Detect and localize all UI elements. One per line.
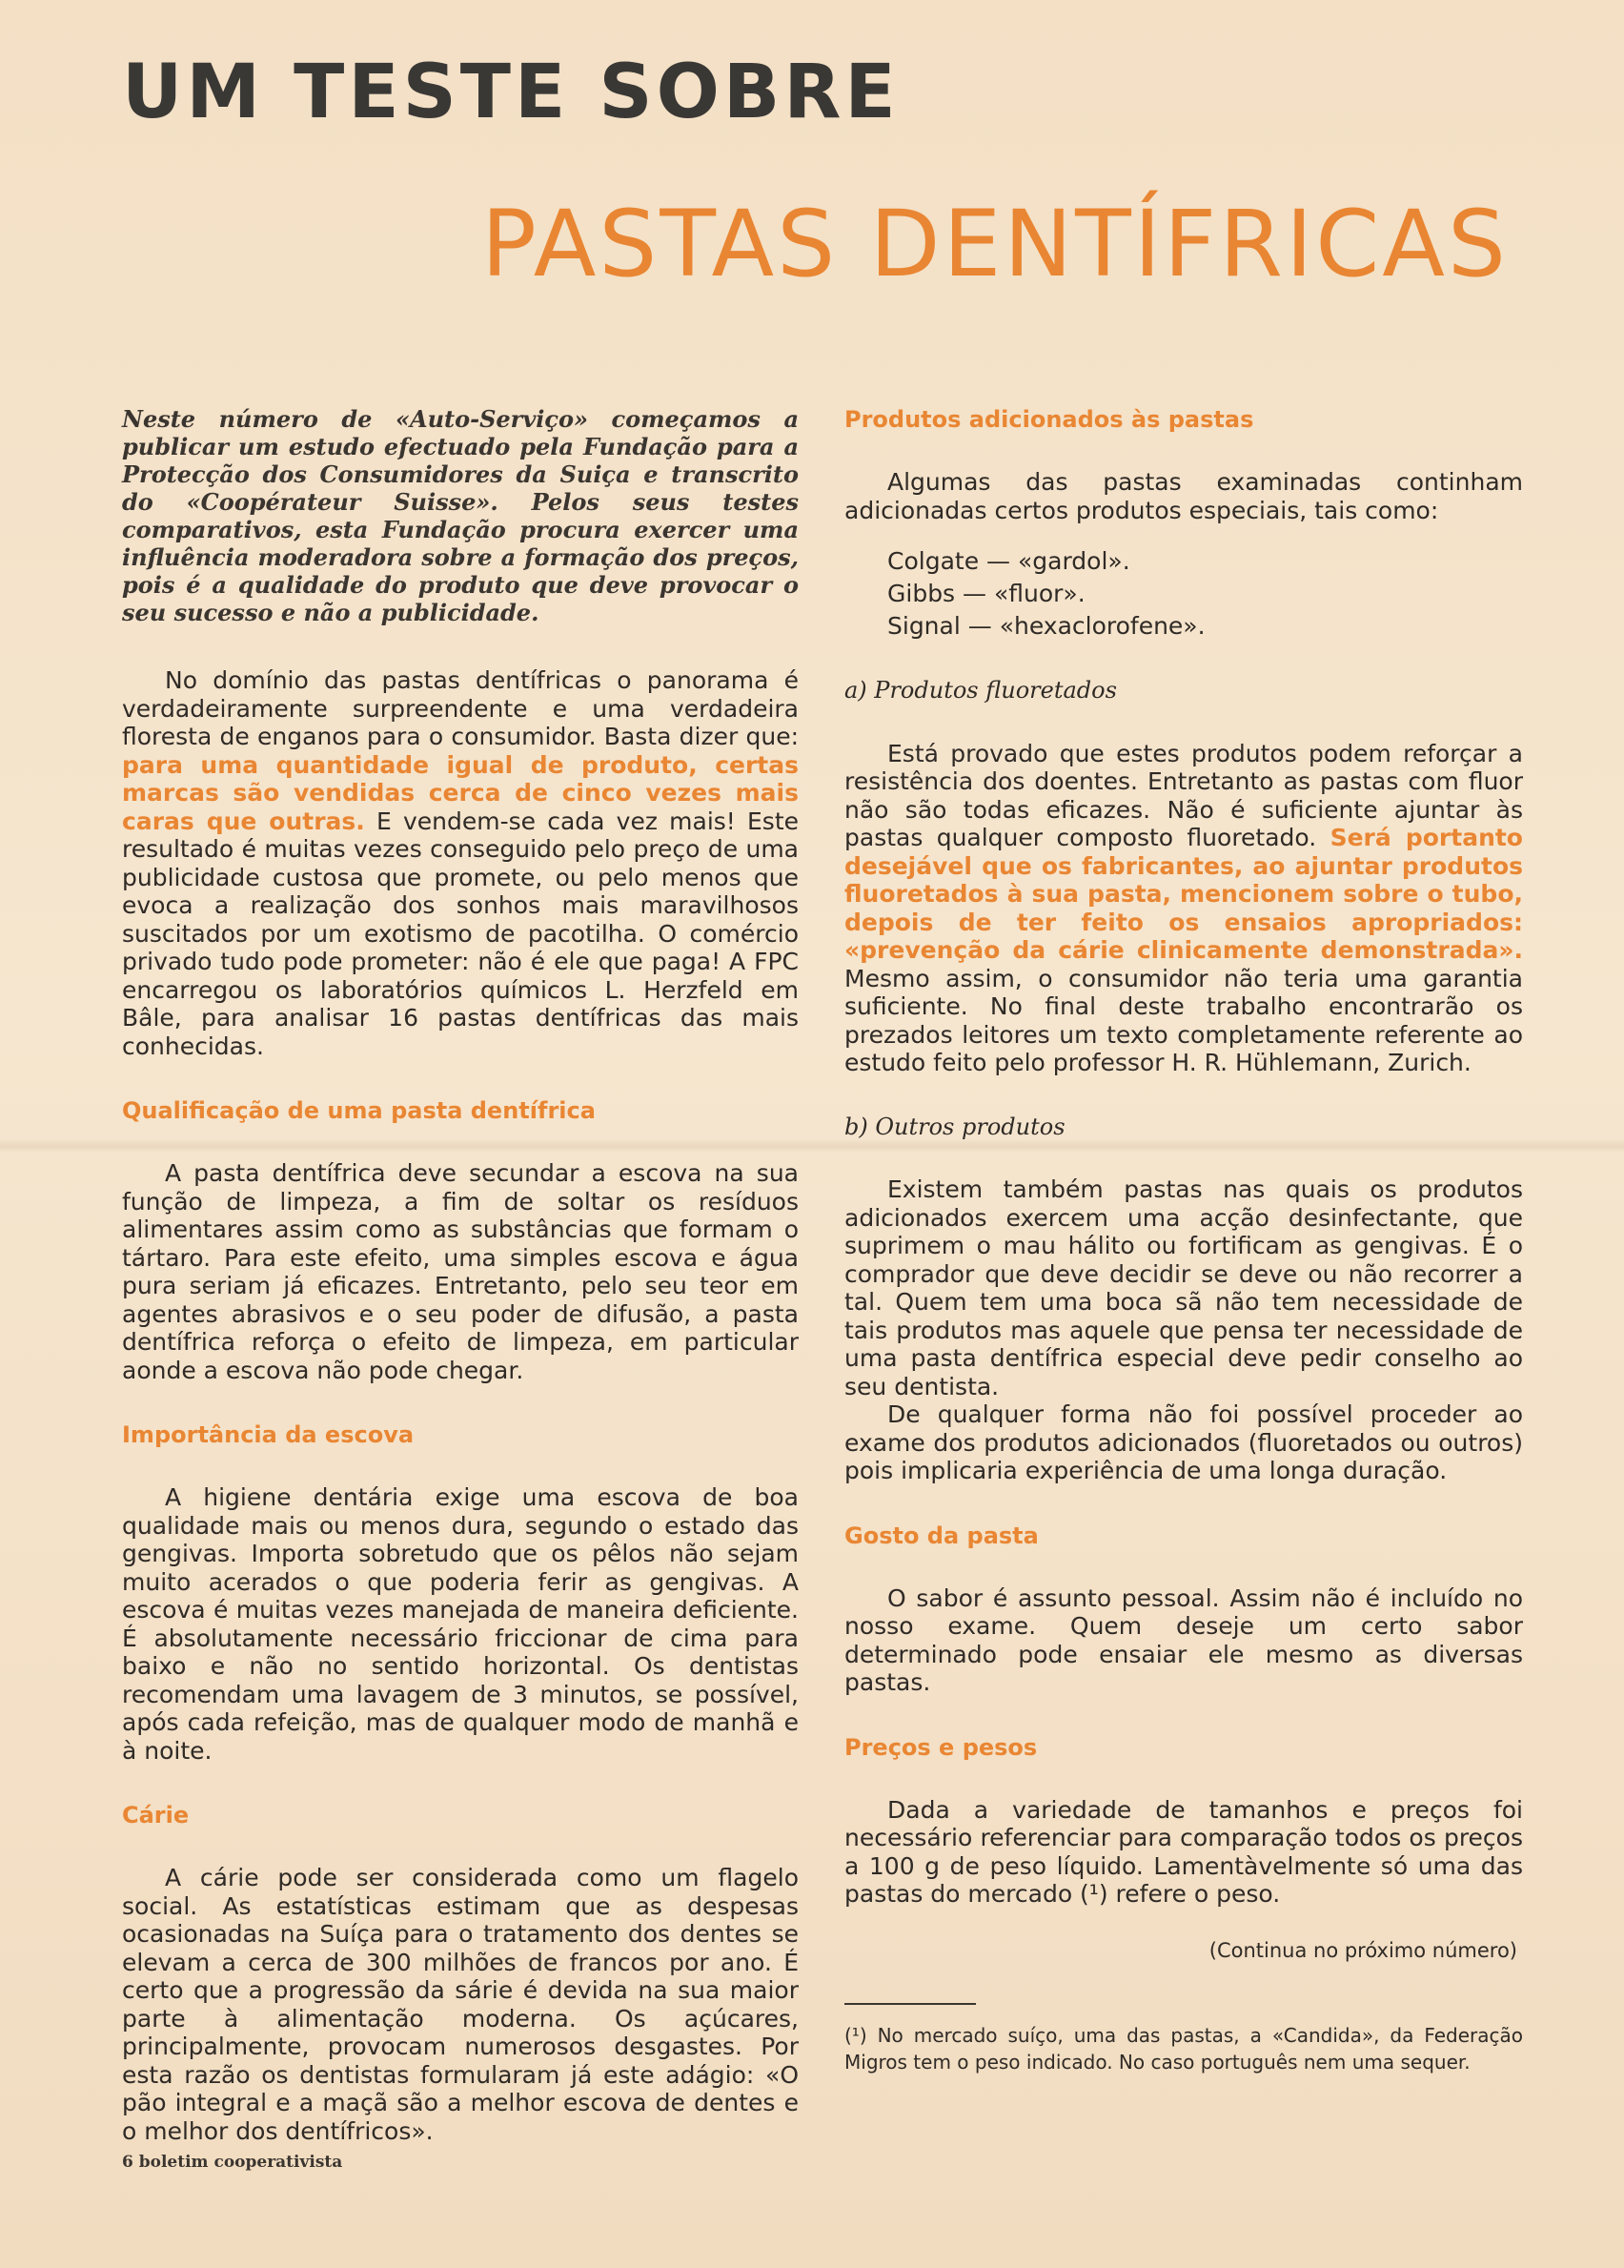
spacer: [844, 1077, 1523, 1114]
paragraph-qualificacao: A pasta dentífrica deve secundar a escova na sua função de limpeza, a fim de soltar os resíduos alimentares assim como as substâncias que formam o tártaro. Para este efeito, uma simples escova e água pura seriam já eficazes. Entretanto, pelo seu teor em agentes abrasivos e o seu poder de difusão, a pasta dentífrica reforça o efeito de limpeza, em particular aonde a escova não pode chegar.: [122, 1159, 799, 1384]
opening-paragraph: [122, 666, 799, 1060]
paragraph-outros-2: De qualquer forma não foi possível proceder ao exame dos produtos adicionados (fluoretados ou outros) pois implicaria experiência de uma longa duração.: [844, 1400, 1523, 1484]
paragraph-fluoretados: [844, 740, 1523, 1077]
paragraph-precos: Dada a variedade de tamanhos e preços foi necessário referenciar para comparação todos os preços a 100 g de peso líquido. Lamentàvelmente só uma das pastas do mercado (¹) refere o peso.: [844, 1795, 1523, 1908]
footnote: (¹) No mercado suíço, uma das pastas, a «Candida», da Federação Migros tem o peso indicado. No caso português nem uma sequer.: [844, 2024, 1523, 2074]
spacer: [122, 1060, 799, 1096]
heading-produtos: Produtos adicionados às pastas: [844, 406, 1254, 433]
continued-note: (Continua no próximo número): [1208, 1938, 1517, 1962]
paragraph-carie: A cárie pode ser considerada como um flagelo social. As estatísticas estimam que as despesas ocasionadas na Suíça para o tratamento dos dentes se elevam a cerca de 300 milhões de francos por ano. É certo que a progressão da sárie é devida na sua maior parte à alimentação moderna. Os açúcares, principalmente, provocam numerosos desgastes. Por esta razão os dentistas formularam já este adágio: «O pão integral e a maçã são a melhor escova de dentes e o melhor dos dentífricos».: [122, 1864, 799, 2145]
spacer: [844, 1697, 1523, 1733]
spacer: [844, 1485, 1523, 1522]
footnote-rule: [844, 2003, 976, 2005]
fluor-highlight: Será portanto desejável que os fabricantes, ao ajuntar produtos fluoretados à sua pasta, mencionem sobre o tubo, depois de ter feito os ensaios apropriados: «prevenção da cárie clinicamente demonstrada».: [844, 824, 1523, 964]
opening-text: No domínio das pastas dentífricas o panorama é verdadeiramente surpreendente e uma verdadeira floresta de enganos para o consumidor. Basta dizer que:: [122, 666, 799, 750]
paragraph-outros-1: Existem também pastas nas quais os produtos adicionados exercem uma acção desinfectante, que suprimem o mau hálito ou fortificam as gengivas. É o comprador que deve decidir se deve ou não recorrer a tal. Quem tem uma boca sã não tem necessidade de tais produtos mas aquele que pensa ter necessidade de uma pasta dentífrica especial deve pedir conselho ao seu dentista.: [844, 1175, 1523, 1400]
spacer: [122, 1765, 799, 1801]
title-line1: UM TESTE SOBRE: [122, 50, 900, 135]
heading-escova: Importância da escova: [122, 1421, 415, 1448]
title-line2: PASTAS DENTÍFRICAS: [481, 191, 1509, 297]
page-footer: 6 boletim cooperativista: [122, 2153, 343, 2172]
heading-carie: Cárie: [122, 1802, 190, 1829]
fluor-text-end: Mesmo assim, o consumidor não teria uma garantia suficiente. No final deste trabalho encontrarão os prezados leitores um texto completamente referente ao estudo feito pelo professor H. R. Hühlemann, Zurich.: [844, 964, 1523, 1076]
spacer: [122, 1384, 799, 1420]
heading-precos: Preços e pesos: [844, 1733, 1038, 1761]
heading-qualificacao: Qualificação de uma pasta dentífrica: [122, 1097, 596, 1124]
paragraph-escova: A higiene dentária exige uma escova de boa qualidade mais ou menos dura, segundo o estado das gengivas. Importa sobretudo que os pêlos não sejam muito acerados o que poderia ferir as gengivas. A escova é muitas vezes manejada de maneira deficiente. É absolutamente necessário friccionar de cima para baixo e não no sentido horizontal. Os dentistas recomendam uma lavagem de 3 minutos, se possível, após cada refeição, mas de qualquer modo de manhã e à noite.: [122, 1483, 799, 1765]
paragraph-gosto: O sabor é assunto pessoal. Assim não é incluído no nosso exame. Quem deseje um certo sabor determinado pode ensaiar ele mesmo as diversas pastas.: [844, 1584, 1523, 1696]
paragraph-produtos: Algumas das pastas examinadas continham adicionadas certos produtos especiais, tais como:: [844, 468, 1523, 524]
right-column: [844, 405, 1523, 2075]
opening-highlight: para uma quantidade igual de produto, certas marcas são vendidas cerca de cinco vezes mais caras que outras.: [122, 750, 799, 835]
intro-paragraph: Neste número de «Auto-Serviço» começamos a publicar um estudo efectuado pela Fundação para a Protecção dos Consumidores da Suiça e transcrito do «Coopérateur Suisse». Pelos seus testes comparativos, esta Fundação procura exercer uma influência moderadora sobre a formação dos preços, pois é a qualidade do produto que deve provocar o seu sucesso e não a publicidade.: [122, 405, 799, 626]
left-column: [122, 405, 799, 2145]
heading-gosto: Gosto da pasta: [844, 1522, 1039, 1549]
fluor-text: Está provado que estes produtos podem reforçar a resistência dos doentes. Entretanto as pastas com fluor não são todas eficazes. Não é suficiente ajuntar às pastas qualquer composto fluoretado.: [844, 739, 1523, 851]
list-item: Colgate — «gardol».: [887, 547, 1130, 575]
opening-text-end: E vendem-se cada vez mais! Este resultado é muitas vezes conseguido pelo preço de uma publicidade custosa que promete, ou pelo menos que evoca a realização dos sonhos mais maravilhosos suscitados por um exotismo de pacotilha. O comércio privado tudo pode prometer: não é ele que paga! A FPC encarregou os laboratórios químicos L. Herzfeld em Bâle, para analisar 16 pastas dentífricas das mais conhecidas.: [122, 807, 800, 1060]
subheading-outros: b) Outros produtos: [844, 1113, 1066, 1140]
list-item: Signal — «hexaclorofene».: [887, 612, 1206, 640]
subheading-fluoretados: a) Produtos fluoretados: [844, 677, 1117, 704]
additives-list: [887, 545, 1523, 643]
list-item: Gibbs — «fluor».: [887, 580, 1086, 607]
